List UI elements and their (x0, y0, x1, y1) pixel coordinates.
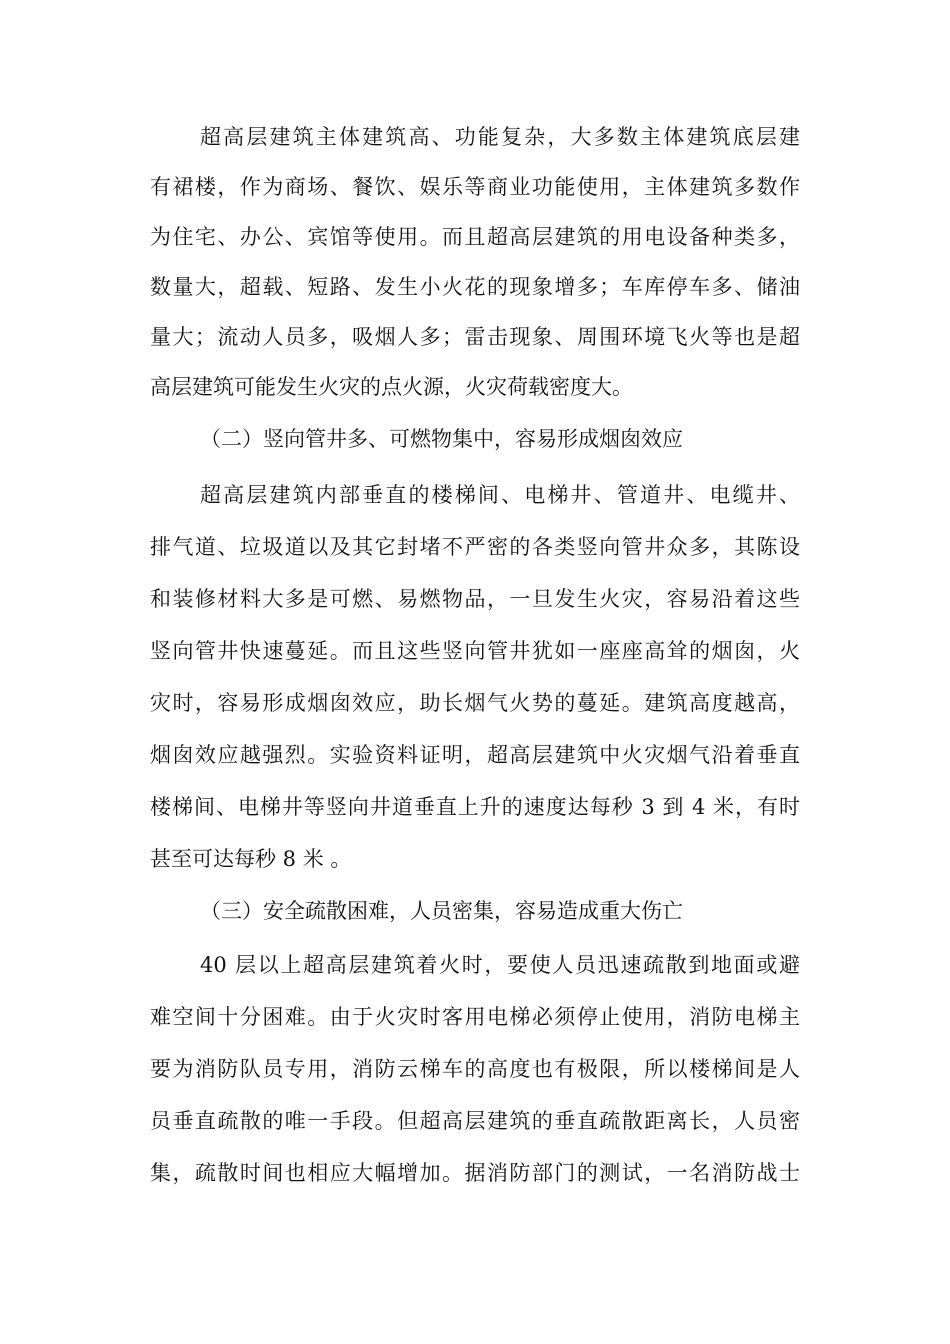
paragraph-1-line-5: 量大；流动人员多，吸烟人多；雷击现象、周围环境飞火等也是超 (150, 325, 800, 349)
paragraph-1-line-2: 有裙楼，作为商场、餐饮、娱乐等商业功能使用，主体建筑多数作 (150, 175, 800, 199)
paragraph-2-line-4: 竖向管井快速蔓延。而且这些竖向管井犹如一座座高耸的烟囱，火 (150, 639, 800, 663)
paragraph-2-line-6: 烟囱效应越强烈。实验资料证明，超高层建筑中火灾烟气沿着垂直 (150, 743, 800, 767)
section-heading-3: （三）安全疏散困难，人员密集，容易造成重大伤亡 (200, 899, 683, 923)
section-heading-2: （二）竖向管井多、可燃物集中，容易形成烟囱效应 (200, 427, 683, 451)
paragraph-3-line-5: 集，疏散时间也相应大幅增加。据消防部门的测试，一名消防战士 (150, 1161, 800, 1185)
paragraph-1-line-3: 为住宅、办公、宾馆等使用。而且超高层建筑的用电设备种类多， (150, 225, 800, 249)
paragraph-2-line-8: 甚至可达每秒 8 米 。 (150, 847, 352, 871)
paragraph-1-line-4: 数量大，超载、短路、发生小火花的现象增多；车库停车多、储油 (150, 275, 800, 299)
paragraph-3-line-4: 员垂直疏散的唯一手段。但超高层建筑的垂直疏散距离长，人员密 (150, 1109, 800, 1133)
paragraph-2-line-2: 排气道、垃圾道以及其它封堵不严密的各类竖向管井众多，其陈设 (150, 535, 800, 559)
paragraph-2-line-3: 和装修材料大多是可燃、易燃物品，一旦发生火灾，容易沿着这些 (150, 587, 800, 611)
paragraph-3-line-1: 40 层以上超高层建筑着火时，要使人员迅速疏散到地面或避 (200, 953, 800, 977)
paragraph-1-line-6: 高层建筑可能发生火灾的点火源，火灾荷载密度大。 (150, 375, 633, 399)
paragraph-2-line-7: 楼梯间、电梯井等竖向井道垂直上升的速度达每秒 3 到 4 米，有时 (150, 795, 800, 819)
paragraph-2-line-5: 灾时，容易形成烟囱效应，助长烟气火势的蔓延。建筑高度越高， (150, 691, 800, 715)
paragraph-2-line-1: 超高层建筑内部垂直的楼梯间、电梯井、管道井、电缆井、 (200, 483, 800, 507)
paragraph-3-line-2: 难空间十分困难。由于火灾时客用电梯必须停止使用，消防电梯主 (150, 1005, 800, 1029)
paragraph-3-line-3: 要为消防队员专用，消防云梯车的高度也有极限，所以楼梯间是人 (150, 1057, 800, 1081)
paragraph-1-line-1: 超高层建筑主体建筑高、功能复杂，大多数主体建筑底层建 (200, 125, 800, 149)
